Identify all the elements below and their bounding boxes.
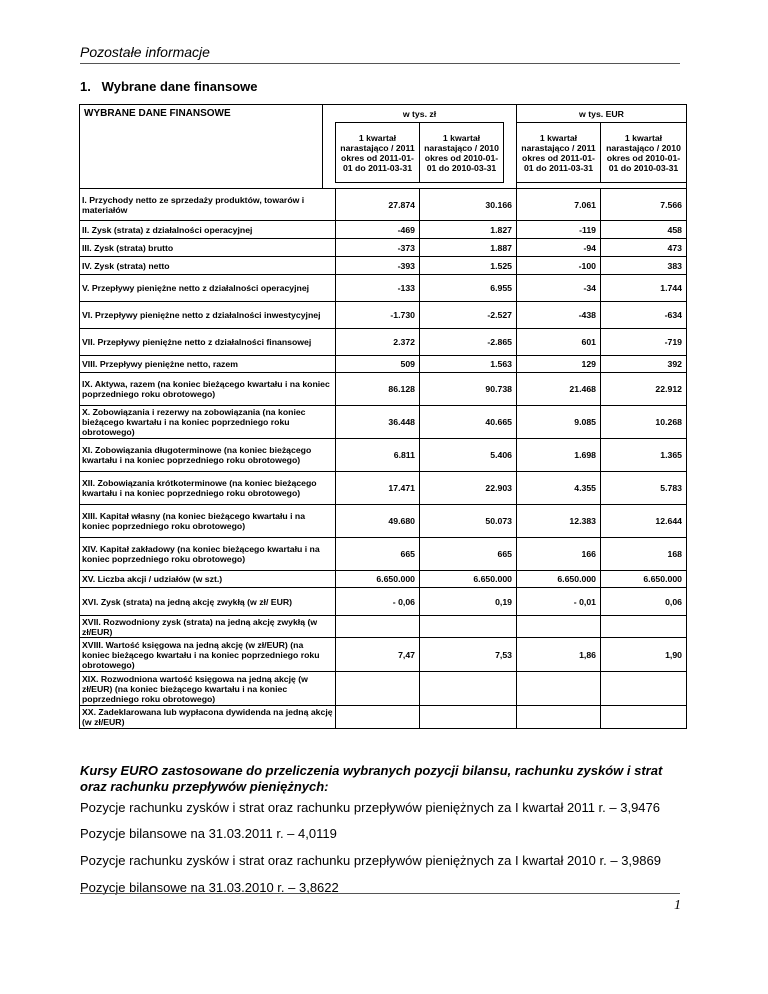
row-value: 30.166	[420, 189, 517, 221]
row-value: 509	[336, 356, 420, 373]
row-value: 86.128	[336, 373, 420, 406]
row-label: II. Zysk (strata) z działalności operacyjnej	[80, 221, 336, 239]
table-row	[80, 706, 687, 729]
table-row	[80, 257, 687, 275]
table-row	[80, 239, 687, 257]
row-value: 166	[517, 538, 601, 571]
table-row	[80, 406, 687, 439]
row-label: XIII. Kapitał własny (na koniec bieżącego kwartału i na koniec poprzedniego roku obrotowego)	[80, 505, 336, 538]
page-header: Pozostałe informacje	[80, 44, 210, 60]
row-value: 665	[420, 538, 517, 571]
row-value: -100	[517, 257, 601, 275]
row-value: -438	[517, 302, 601, 329]
row-value: -373	[336, 239, 420, 257]
row-label: X. Zobowiązania i rezerwy na zobowiązania (na koniec bieżącego kwartału i na koniec poprzedniego roku obrotowego)	[80, 406, 336, 439]
row-value: - 0,06	[336, 588, 420, 616]
row-label: IV. Zysk (strata) netto	[80, 257, 336, 275]
row-label: VI. Przepływy pieniężne netto z działalności inwestycyjnej	[80, 302, 336, 329]
row-value: 1.887	[420, 239, 517, 257]
row-label: IX. Aktywa, razem (na koniec bieżącego kwartału i na koniec poprzedniego roku obrotowego)	[80, 373, 336, 406]
table-row	[80, 538, 687, 571]
row-label: XVI. Zysk (strata) na jedną akcję zwykłą (w zł/ EUR)	[80, 588, 336, 616]
row-value: 1.744	[601, 275, 687, 302]
row-label: XIV. Kapitał zakładowy (na koniec bieżącego kwartału i na koniec poprzedniego roku obrotowego)	[80, 538, 336, 571]
row-value: -94	[517, 239, 601, 257]
row-value: 17.471	[336, 472, 420, 505]
row-label: VII. Przepływy pieniężne netto z działalności finansowej	[80, 329, 336, 356]
column-header-eur-2010: 1 kwartał narastająco / 2010 okres od 2010-01-01 do 2010-03-31	[601, 123, 687, 183]
row-value	[601, 616, 687, 638]
row-label: XX. Zadeklarowana lub wypłacona dywidenda na jedną akcję (w zł/EUR)	[80, 706, 336, 729]
row-value: 9.085	[517, 406, 601, 439]
table-row	[80, 672, 687, 706]
row-value: 129	[517, 356, 601, 373]
row-value: 6.650.000	[601, 571, 687, 588]
row-value	[601, 672, 687, 706]
row-value: -2.527	[420, 302, 517, 329]
row-value: 40.665	[420, 406, 517, 439]
row-value: 12.644	[601, 505, 687, 538]
row-value: 7,47	[336, 638, 420, 672]
row-label: XVII. Rozwodniony zysk (strata) na jedną akcję zwykłą (w zł/EUR)	[80, 616, 336, 638]
row-value: -34	[517, 275, 601, 302]
row-label: I. Przychody netto ze sprzedaży produktów, towarów i materiałów	[80, 189, 336, 221]
row-value: 6.955	[420, 275, 517, 302]
row-label: V. Przepływy pieniężne netto z działalności operacyjnej	[80, 275, 336, 302]
row-value	[517, 672, 601, 706]
row-value: 50.073	[420, 505, 517, 538]
column-header-pln-2011: 1 kwartał narastająco / 2011 okres od 2011-01-01 do 2011-03-31	[336, 123, 420, 183]
exchange-rate-line: Pozycje rachunku zysków i strat oraz rachunku przepływów pieniężnych za I kwartał 2010 r. – 3,9869	[80, 853, 661, 868]
row-value	[420, 672, 517, 706]
row-value: 4.355	[517, 472, 601, 505]
table-row	[80, 221, 687, 239]
row-label: XII. Zobowiązania krótkoterminowe (na koniec bieżącego kwartału i na koniec poprzedniego roku obrotowego)	[80, 472, 336, 505]
row-value: 601	[517, 329, 601, 356]
row-value	[517, 616, 601, 638]
row-value	[420, 706, 517, 729]
row-value: 7.566	[601, 189, 687, 221]
row-value: 21.468	[517, 373, 601, 406]
row-value: 2.372	[336, 329, 420, 356]
exchange-rate-line: Pozycje bilansowe na 31.03.2011 r. – 4,0119	[80, 826, 337, 841]
row-value: - 0,01	[517, 588, 601, 616]
row-value: 383	[601, 257, 687, 275]
table-row	[80, 638, 687, 672]
row-value: 1.525	[420, 257, 517, 275]
footer-divider	[80, 893, 680, 894]
row-value: -469	[336, 221, 420, 239]
row-label: XV. Liczba akcji / udziałów (w szt.)	[80, 571, 336, 588]
group-header-eur: w tys. EUR	[517, 105, 687, 123]
row-value: 6.650.000	[517, 571, 601, 588]
column-header-eur-2011: 1 kwartał narastająco / 2011 okres od 2011-01-01 do 2011-03-31	[517, 123, 601, 183]
row-value: -119	[517, 221, 601, 239]
table-row	[80, 189, 687, 221]
table-row	[80, 505, 687, 538]
row-value: 22.903	[420, 472, 517, 505]
row-value	[517, 706, 601, 729]
row-label: III. Zysk (strata) brutto	[80, 239, 336, 257]
table-row	[80, 329, 687, 356]
row-value	[420, 616, 517, 638]
row-value: 473	[601, 239, 687, 257]
row-label: XI. Zobowiązania długoterminowe (na koniec bieżącego kwartału i na koniec poprzedniego roku obrotowego)	[80, 439, 336, 472]
spacer-cell	[323, 105, 336, 189]
exchange-rate-line: Pozycje bilansowe na 31.03.2010 r. – 3,8622	[80, 880, 339, 895]
row-value: -634	[601, 302, 687, 329]
row-value: 12.383	[517, 505, 601, 538]
row-value: 7.061	[517, 189, 601, 221]
column-header-pln-2010: 1 kwartał narastająco / 2010 okres od 2010-01-01 do 2010-03-31	[420, 123, 504, 183]
row-value: 392	[601, 356, 687, 373]
row-value: 5.406	[420, 439, 517, 472]
group-header-pln: w tys. zł	[336, 105, 504, 123]
row-value: 49.680	[336, 505, 420, 538]
row-value: 6.650.000	[336, 571, 420, 588]
row-label: VIII. Przepływy pieniężne netto, razem	[80, 356, 336, 373]
table-row	[80, 373, 687, 406]
row-value: 1,90	[601, 638, 687, 672]
row-value: 27.874	[336, 189, 420, 221]
row-value	[336, 616, 420, 638]
table-row	[80, 571, 687, 588]
table-row	[80, 439, 687, 472]
row-value: 7,53	[420, 638, 517, 672]
row-label: XVIII. Wartość księgowa na jedną akcję (w zł/EUR) (na koniec bieżącego kwartału i na koniec poprzedniego roku obrotowego)	[80, 638, 336, 672]
row-value: -2.865	[420, 329, 517, 356]
exchange-rates-title: Kursy EURO zastosowane do przeliczenia wybranych pozycji bilansu, rachunku zysków i strat oraz rachunku przepływów pieniężnych:	[80, 763, 663, 794]
row-value: 1.563	[420, 356, 517, 373]
page-number: 1	[674, 898, 681, 913]
row-value: 0,19	[420, 588, 517, 616]
row-value	[601, 706, 687, 729]
row-value: -719	[601, 329, 687, 356]
header-divider	[80, 63, 680, 64]
row-value: 6.650.000	[420, 571, 517, 588]
table-row	[80, 356, 687, 373]
table-row	[80, 472, 687, 505]
row-value: 22.912	[601, 373, 687, 406]
row-value: 1,86	[517, 638, 601, 672]
section-title: 1. Wybrane dane finansowe	[80, 79, 258, 94]
row-value: -393	[336, 257, 420, 275]
row-value	[336, 706, 420, 729]
table-row	[80, 616, 687, 638]
row-value: 665	[336, 538, 420, 571]
row-value: 6.811	[336, 439, 420, 472]
table-row	[80, 588, 687, 616]
row-value: 458	[601, 221, 687, 239]
row-value: -1.730	[336, 302, 420, 329]
row-value: 10.268	[601, 406, 687, 439]
table-title: WYBRANE DANE FINANSOWE	[80, 105, 323, 183]
exchange-rate-line: Pozycje rachunku zysków i strat oraz rachunku przepływów pieniężnych za I kwartał 2011 r. – 3,9476	[80, 800, 660, 815]
table-row	[80, 275, 687, 302]
row-value: -133	[336, 275, 420, 302]
row-value: 1.365	[601, 439, 687, 472]
row-value: 36.448	[336, 406, 420, 439]
financial-data-table	[79, 104, 687, 729]
row-value: 1.827	[420, 221, 517, 239]
row-value: 90.738	[420, 373, 517, 406]
row-label: XIX. Rozwodniona wartość księgowa na jedną akcję (w zł/EUR) (na koniec bieżącego kwartału i na koniec poprzedniego roku obrotowego)	[80, 672, 336, 706]
table-row	[80, 302, 687, 329]
row-value: 1.698	[517, 439, 601, 472]
row-value	[336, 672, 420, 706]
row-value: 168	[601, 538, 687, 571]
row-value: 0,06	[601, 588, 687, 616]
spacer-cell	[504, 105, 517, 189]
row-value: 5.783	[601, 472, 687, 505]
